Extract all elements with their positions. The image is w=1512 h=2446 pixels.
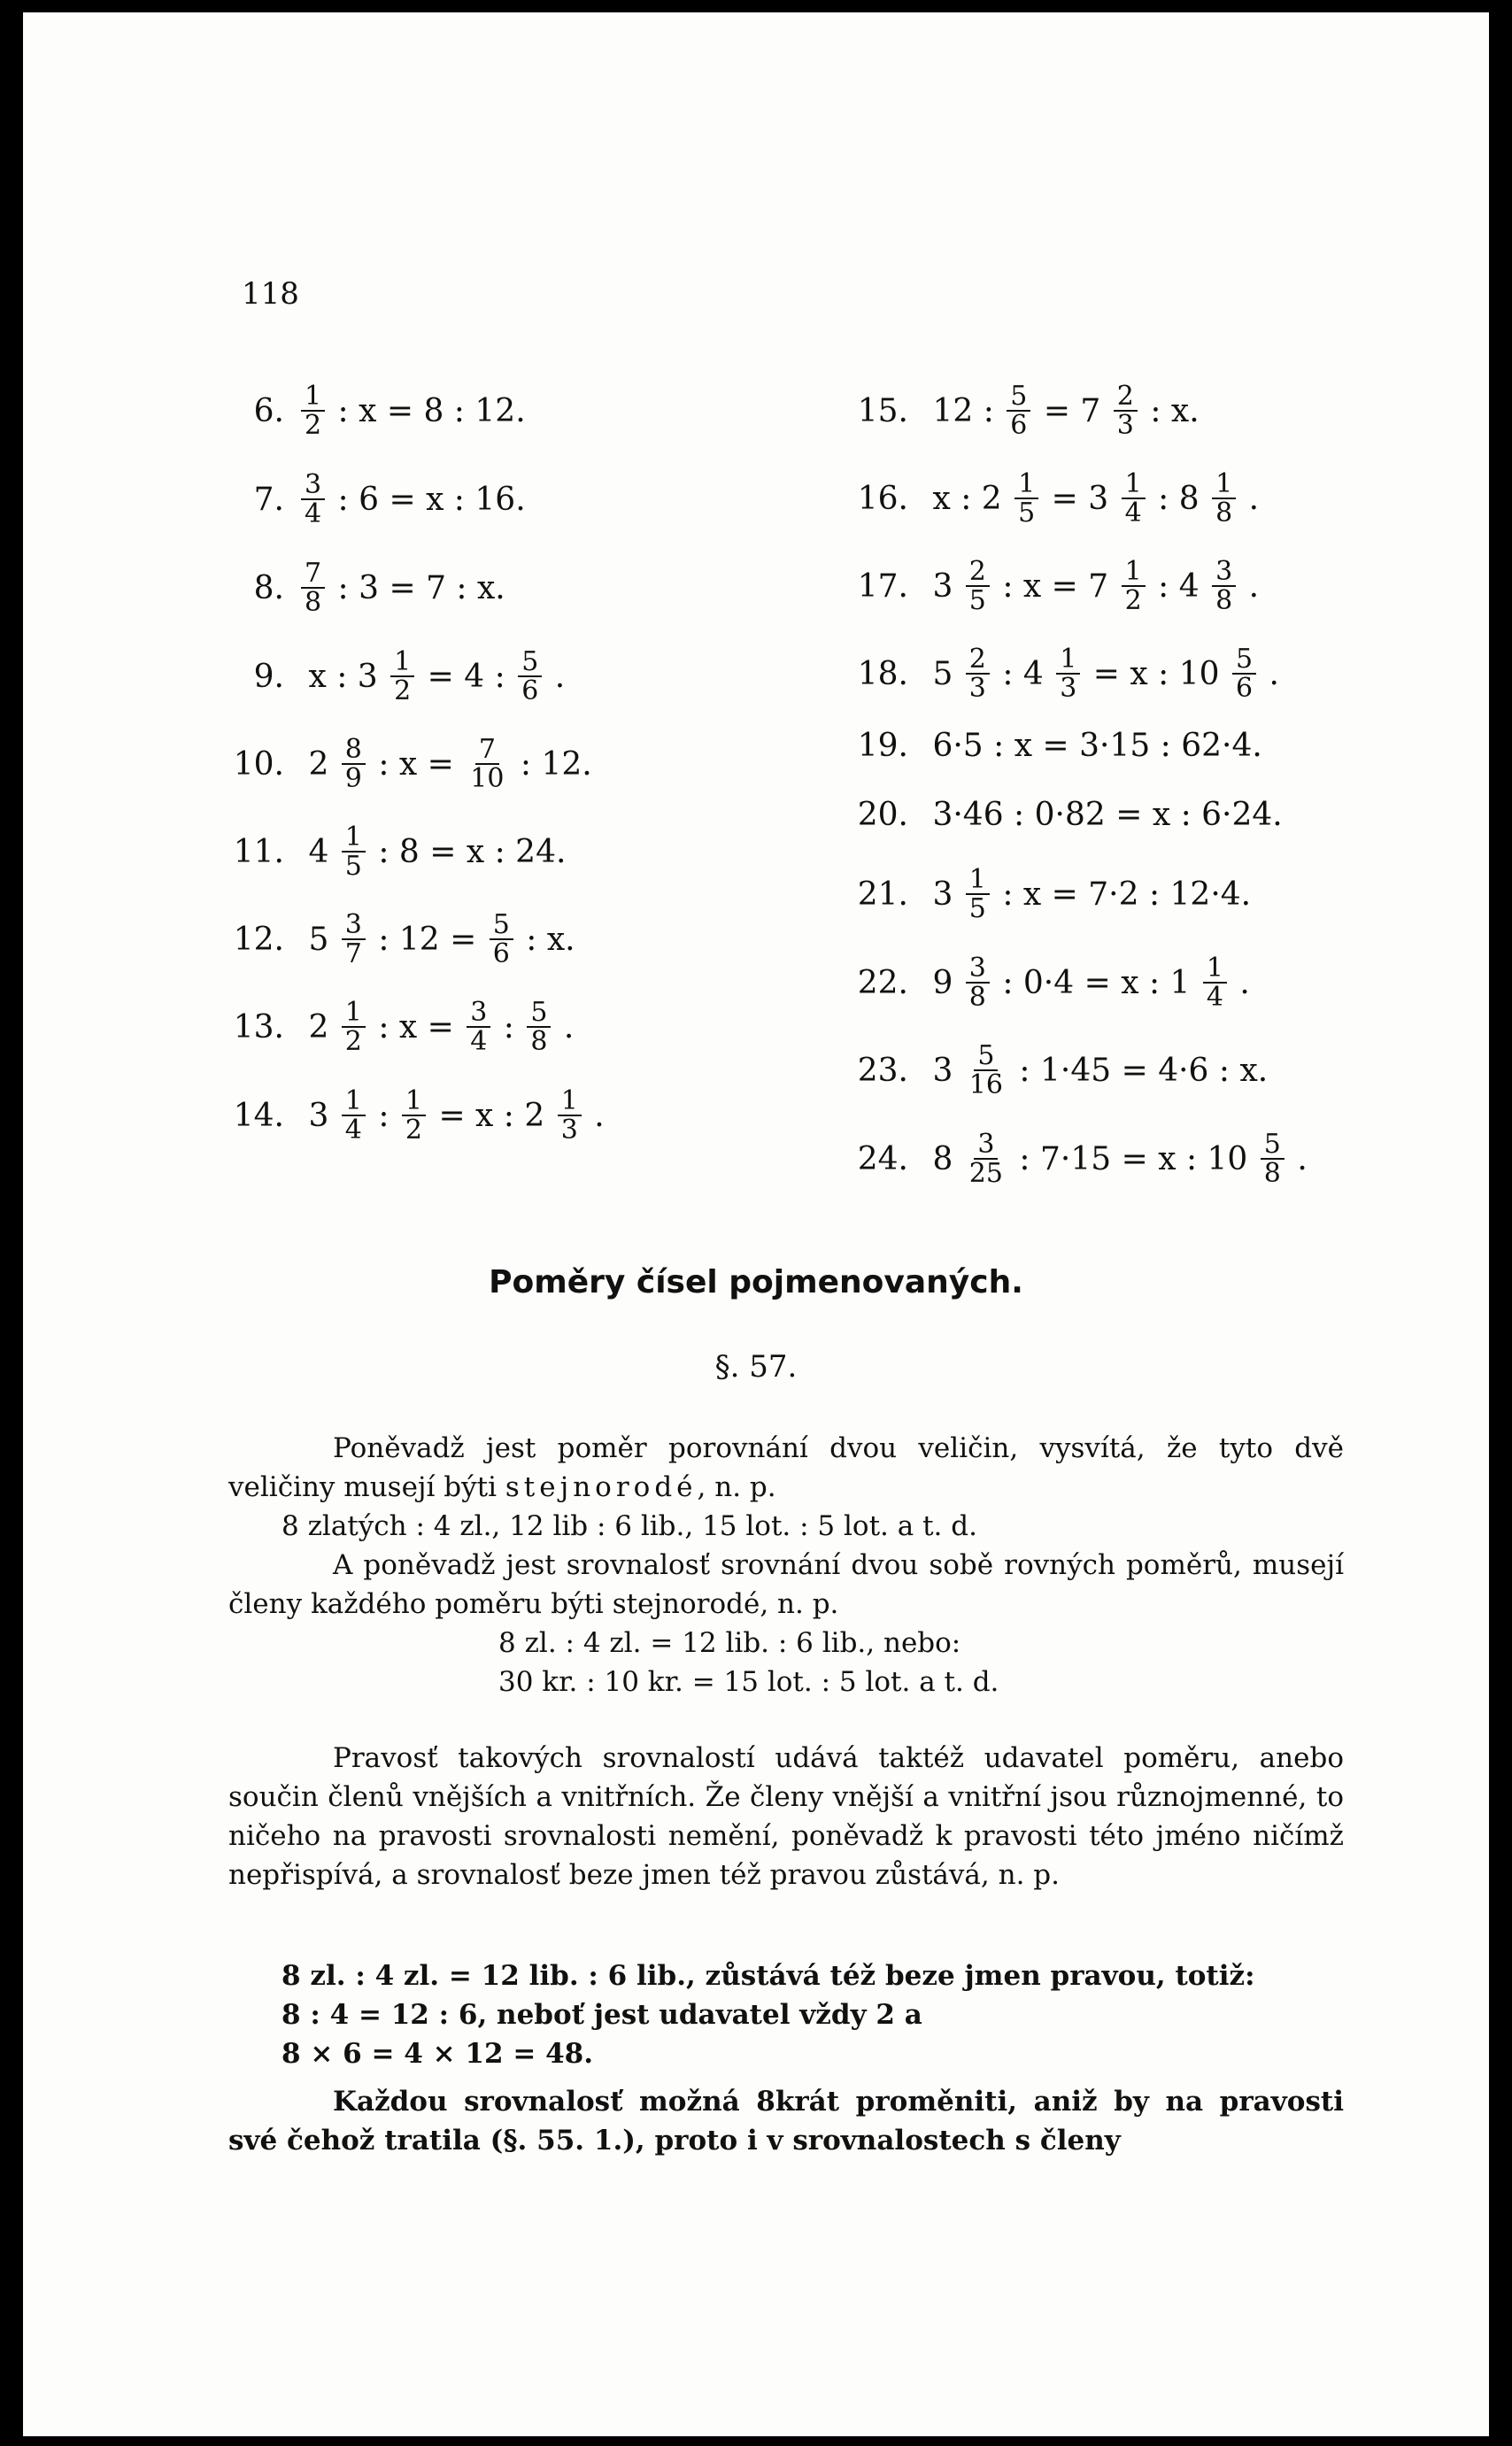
fraction-denominator: 2 xyxy=(394,675,412,706)
fraction-denominator: 8 xyxy=(530,1026,548,1057)
fraction xyxy=(1007,382,1030,440)
fraction-denominator: 16 xyxy=(968,1069,1003,1100)
fraction-numerator: 1 xyxy=(966,866,990,896)
expression-text: 4 xyxy=(298,833,339,870)
fraction-denominator: 2 xyxy=(305,410,322,441)
fraction-numerator: 5 xyxy=(527,999,551,1029)
expression-text: 5 xyxy=(298,921,339,958)
section-number: §. 57. xyxy=(714,1349,798,1385)
fraction-denominator: 4 xyxy=(344,1115,362,1146)
fraction xyxy=(301,468,325,529)
expression-text: : 1·45 = 4·6 : x. xyxy=(1008,1052,1278,1089)
exercise-9 xyxy=(218,632,575,721)
expression-text: 3 xyxy=(922,567,963,605)
fraction-numerator: 1 xyxy=(342,999,366,1029)
exercise-13 xyxy=(218,983,584,1071)
expression-text: : 3 = 7 : x. xyxy=(328,569,516,606)
fraction-numerator: 5 xyxy=(974,1042,998,1072)
exercise-number: 23. xyxy=(857,1052,908,1089)
fraction xyxy=(966,555,990,616)
expression-text: . xyxy=(553,1008,584,1046)
equation-line-2: 30 kr. : 10 kr. = 15 lot. : 5 lot. a t. d. xyxy=(498,1666,999,1698)
body-text-2 xyxy=(228,1739,1344,1894)
fraction-denominator: 3 xyxy=(968,673,986,704)
exercise-number: 22. xyxy=(857,964,908,1001)
fraction xyxy=(490,908,513,969)
fraction xyxy=(342,733,366,794)
body-text-4 xyxy=(228,2082,1344,2160)
fraction-denominator: 2 xyxy=(1124,585,1142,616)
fraction-numerator: 1 xyxy=(1212,470,1236,500)
expression-text: 2 xyxy=(298,745,339,783)
fraction-denominator: 4 xyxy=(1206,982,1223,1013)
expression-text: : 8 = x : 24. xyxy=(367,833,576,870)
fraction-denominator: 8 xyxy=(1215,498,1233,529)
expression-text: : 4 xyxy=(1147,567,1210,605)
expression-text: 5 xyxy=(922,655,963,692)
expression-text: : 12 = xyxy=(367,921,487,958)
exercise-number: 7. xyxy=(253,481,284,518)
example-line-1: 8 zlatých : 4 zl., 12 lib : 6 lib., 15 lot. : 5 lot. a t. d. xyxy=(282,1510,977,1542)
body-text-1 xyxy=(228,1429,1344,1701)
fraction-denominator: 6 xyxy=(492,938,510,969)
bold-example-2: 8 : 4 = 12 : 6, neboť jest udavatel vždy 2 a xyxy=(282,1999,922,2031)
fraction-numerator: 1 xyxy=(342,823,366,853)
expression-text: = x : 2 xyxy=(428,1097,555,1134)
paragraph-1-text: Poněvadž jest poměr porovnání dvou veličin, vysvítá, že tyto dvě veličiny musejí býti xyxy=(228,1432,1344,1503)
paragraph-1 xyxy=(228,1429,1344,1507)
fraction-numerator: 3 xyxy=(966,954,990,984)
exercise-7 xyxy=(218,455,536,544)
fraction-denominator: 5 xyxy=(968,585,986,616)
expression-text: = 4 : xyxy=(417,658,516,695)
expression-text: 8 xyxy=(922,1140,963,1177)
fraction-numerator: 3 xyxy=(1212,558,1236,588)
expression-text: 3 xyxy=(922,876,963,913)
fraction-denominator: 2 xyxy=(344,1026,362,1057)
fraction-denominator: 5 xyxy=(968,893,986,924)
expression-text: : x = 7·2 : 12·4. xyxy=(991,876,1261,913)
expression-text: : x = xyxy=(367,745,465,783)
fraction-denominator: 4 xyxy=(470,1026,488,1057)
expression-text: 3 xyxy=(298,1097,339,1134)
expression-text: x : 2 xyxy=(922,480,1013,517)
fraction xyxy=(390,645,414,706)
fraction xyxy=(1232,645,1256,703)
fraction-denominator: 5 xyxy=(344,851,362,882)
exercise-24 xyxy=(837,1115,1317,1203)
fraction-numerator: 5 xyxy=(490,911,513,941)
fraction-denominator: 10 xyxy=(470,763,505,794)
paragraph-1-emphasis: stejnorodé xyxy=(505,1471,698,1503)
fraction xyxy=(1203,954,1227,1012)
fraction xyxy=(1212,467,1236,529)
exercise-number: 14. xyxy=(233,1097,284,1134)
bold-example-3: 8 × 6 = 4 × 12 = 48. xyxy=(282,2038,594,2070)
fraction-numerator: 8 xyxy=(342,736,366,766)
expression-text: : x. xyxy=(1139,392,1210,429)
exercise-number: 15. xyxy=(857,392,908,429)
exercise-10 xyxy=(218,720,602,808)
fraction-numerator: 3 xyxy=(301,471,325,501)
exercise-number: 12. xyxy=(233,921,284,958)
expression-text: . xyxy=(544,658,575,695)
expression-text: : x = xyxy=(367,1008,465,1046)
fraction xyxy=(966,1130,1007,1188)
fraction xyxy=(402,1084,426,1146)
exercise-number: 10. xyxy=(233,745,284,783)
fraction-denominator: 25 xyxy=(968,1158,1003,1189)
fraction xyxy=(342,908,366,969)
fraction-numerator: 1 xyxy=(402,1087,426,1117)
exercise-11 xyxy=(218,807,576,896)
expression-text: : 12. xyxy=(510,745,603,783)
fraction-numerator: 5 xyxy=(1261,1130,1284,1161)
expression-text: 12 : xyxy=(922,392,1005,429)
exercise-17 xyxy=(837,542,1269,630)
fraction xyxy=(527,996,551,1057)
fraction xyxy=(966,863,990,924)
fraction xyxy=(1212,555,1236,616)
fraction-denominator: 3 xyxy=(1060,673,1077,704)
fraction-numerator: 5 xyxy=(1232,645,1256,675)
exercise-number: 17. xyxy=(857,567,908,605)
expression-text: 2 xyxy=(298,1008,339,1046)
expression-text: . xyxy=(1259,655,1290,692)
exercise-number: 21. xyxy=(857,876,908,913)
fraction-denominator: 4 xyxy=(1124,498,1142,529)
fraction xyxy=(1114,382,1138,440)
paragraph-4: Každou srovnalosť možná 8krát proměniti, aniž by na pravosti své čehož tratila (§. 55. 1.), proto i v srovnalostech s členy xyxy=(228,2086,1344,2157)
expression-text: 3·46 : 0·82 = x : 6·24. xyxy=(922,796,1293,833)
expression-text: . xyxy=(1229,964,1261,1001)
fraction-numerator: 2 xyxy=(966,645,990,675)
expression-text: : xyxy=(367,1097,399,1134)
fraction xyxy=(1261,1130,1284,1188)
fraction-denominator: 4 xyxy=(305,498,322,529)
expression-text: : 7·15 = x : 10 xyxy=(1008,1140,1258,1177)
fraction-denominator: 6 xyxy=(1235,673,1254,704)
exercise-number: 24. xyxy=(857,1140,908,1177)
exercise-number: 11. xyxy=(233,833,284,870)
fraction xyxy=(518,645,542,706)
fraction-numerator: 1 xyxy=(301,382,325,413)
expression-text: 9 xyxy=(922,964,963,1001)
fraction xyxy=(1014,467,1038,529)
exercise-15 xyxy=(837,367,1209,455)
expression-text: = 3 xyxy=(1041,480,1119,517)
expression-text: : xyxy=(493,1008,525,1046)
paragraph-2: A poněvadž jest srovnalosť srovnání dvou sobě rovných poměrů, musejí členy každého poměru býti stejnorodé, n. p. xyxy=(228,1549,1344,1620)
fraction-numerator: 3 xyxy=(467,999,490,1029)
expression-text: : 6 = x : 16. xyxy=(328,481,536,518)
fraction-denominator: 6 xyxy=(521,675,539,706)
fraction-numerator: 1 xyxy=(1122,470,1146,500)
fraction xyxy=(467,996,490,1057)
exercise-22 xyxy=(837,938,1260,1027)
expression-text: 6·5 : x = 3·15 : 62·4. xyxy=(922,727,1273,764)
expression-text: : 8 xyxy=(1147,480,1210,517)
fraction-numerator: 1 xyxy=(1122,558,1146,588)
exercise-number: 6. xyxy=(253,392,284,429)
fraction-numerator: 1 xyxy=(1014,470,1038,500)
fraction-numerator: 3 xyxy=(342,911,366,941)
fraction-denominator: 6 xyxy=(1010,410,1028,441)
fraction xyxy=(1122,555,1146,616)
fraction-denominator: 2 xyxy=(405,1115,422,1146)
exercise-number: 8. xyxy=(253,569,284,606)
exercise-6 xyxy=(218,367,536,455)
expression-text: : 4 xyxy=(991,655,1054,692)
fraction-numerator: 5 xyxy=(1007,382,1030,413)
fraction-denominator: 8 xyxy=(1215,585,1233,616)
fraction-denominator: 8 xyxy=(1263,1158,1281,1189)
fraction xyxy=(342,823,366,881)
fraction-numerator: 7 xyxy=(301,559,325,590)
fraction xyxy=(467,733,507,794)
fraction-denominator: 5 xyxy=(1018,498,1036,529)
book-page xyxy=(23,12,1489,2436)
page-number: 118 xyxy=(242,276,299,312)
fraction-numerator: 1 xyxy=(1203,954,1227,984)
expression-text: : 0·4 = x : 1 xyxy=(991,964,1200,1001)
exercise-19 xyxy=(837,712,1272,779)
exercise-16 xyxy=(837,454,1269,543)
fraction-numerator: 2 xyxy=(1114,382,1138,413)
bold-example-1: 8 zl. : 4 zl. = 12 lib. : 6 lib., zůstává též beze jmen pravou, totiž: xyxy=(282,1960,1255,1992)
fraction-denominator: 3 xyxy=(1116,410,1134,441)
fraction xyxy=(342,996,366,1057)
fraction-denominator: 8 xyxy=(968,982,986,1013)
fraction-numerator: 1 xyxy=(342,1087,366,1117)
fraction-numerator: 3 xyxy=(974,1130,998,1161)
exercise-number: 13. xyxy=(233,1008,284,1046)
expression-text: . xyxy=(583,1097,615,1134)
expression-text: . xyxy=(1286,1140,1318,1177)
exercise-20 xyxy=(837,781,1292,848)
expression-text: = 7 xyxy=(1033,392,1111,429)
exercise-number: 20. xyxy=(857,796,908,833)
fraction-numerator: 5 xyxy=(518,648,542,678)
expression-text: . xyxy=(1238,567,1269,605)
expression-text: = x : 10 xyxy=(1083,655,1230,692)
section-heading: Poměry čísel pojmenovaných. xyxy=(489,1264,1023,1300)
fraction xyxy=(1122,467,1146,529)
fraction xyxy=(558,1084,582,1146)
fraction xyxy=(966,954,990,1012)
expression-text: : x. xyxy=(515,921,586,958)
expression-text: . xyxy=(1238,480,1269,517)
exercise-23 xyxy=(837,1026,1278,1115)
exercise-18 xyxy=(837,629,1289,718)
exercise-number: 18. xyxy=(857,655,908,692)
fraction-numerator: 1 xyxy=(390,648,414,678)
expression-text: : x = 7 xyxy=(991,567,1119,605)
fraction xyxy=(301,382,325,440)
paragraph-3: Pravosť takových srovnalostí udává taktéž udavatel poměru, anebo součin členů vnějších a vnitřních. Že členy vnější a vnitřní jsou různojmenné, to ničeho na pravosti srovnalosti nemění, poněvadž k pravosti této jméno ničímž nepřispívá, a srovnalosť beze jmen též pravou zůstává, n. p. xyxy=(228,1742,1344,1891)
fraction xyxy=(301,559,325,617)
exercise-12 xyxy=(218,895,585,984)
fraction xyxy=(966,645,990,703)
fraction-numerator: 1 xyxy=(558,1087,582,1117)
expression-text: : x = 8 : 12. xyxy=(328,392,536,429)
expression-text: 3 xyxy=(922,1052,963,1089)
fraction-denominator: 7 xyxy=(344,938,362,969)
fraction-numerator: 2 xyxy=(966,558,990,588)
body-text-3 xyxy=(228,1956,1344,2073)
fraction xyxy=(1056,645,1080,703)
expression-text: x : 3 xyxy=(298,658,389,695)
fraction xyxy=(966,1039,1007,1100)
fraction-numerator: 1 xyxy=(1056,645,1080,675)
fraction-denominator: 9 xyxy=(344,763,362,794)
exercise-number: 16. xyxy=(857,480,908,517)
exercise-21 xyxy=(837,850,1261,938)
exercise-number: 9. xyxy=(253,658,284,695)
fraction xyxy=(342,1084,366,1146)
fraction-numerator: 7 xyxy=(475,736,499,766)
exercise-14 xyxy=(218,1071,614,1160)
fraction-denominator: 8 xyxy=(305,587,322,618)
exercise-number: 19. xyxy=(857,727,908,764)
exercise-8 xyxy=(218,544,515,632)
fraction-denominator: 3 xyxy=(560,1115,578,1146)
paragraph-1-end: , n. p. xyxy=(697,1471,776,1503)
equation-line-1: 8 zl. : 4 zl. = 12 lib. : 6 lib., nebo: xyxy=(498,1627,961,1659)
